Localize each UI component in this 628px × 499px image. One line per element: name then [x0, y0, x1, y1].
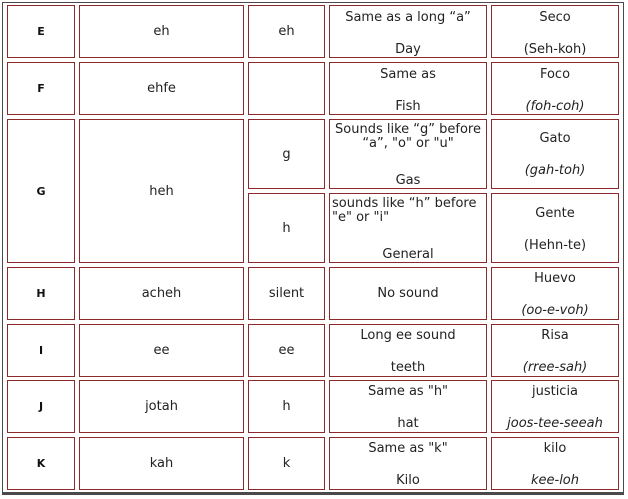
name-cell — [79, 267, 244, 320]
word-cell — [491, 119, 619, 189]
pronunciation: (rree-sah) — [522, 360, 588, 375]
word: Huevo — [534, 271, 576, 286]
letter: G — [36, 184, 46, 198]
sound: h — [282, 220, 291, 236]
desc-example: General — [382, 247, 434, 262]
sound: h — [282, 399, 291, 414]
desc-line: No sound — [377, 286, 439, 301]
desc-example: Gas — [395, 173, 421, 188]
word: Foco — [539, 67, 571, 82]
name-cell — [79, 62, 244, 115]
sound: eh — [278, 24, 295, 39]
sound-cell — [248, 437, 325, 490]
sound-cell — [248, 193, 325, 263]
letter-cell — [7, 324, 75, 377]
desc-example: Fish — [395, 99, 421, 114]
letter: I — [38, 344, 44, 357]
letter-cell — [7, 119, 75, 263]
letter-name: eh — [153, 24, 170, 39]
desc-line: sounds like “h” before "e" or "i" — [332, 196, 477, 225]
desc-cell — [329, 193, 487, 263]
letter-name: kah — [149, 456, 174, 471]
desc-cell — [329, 437, 487, 490]
pronunciation: (foh-coh) — [525, 99, 585, 114]
word: justicia — [531, 384, 579, 399]
pronunciation: (gah-toh) — [524, 163, 586, 178]
word: Seco — [539, 10, 571, 25]
name-cell — [79, 437, 244, 490]
letter-cell — [7, 437, 75, 490]
name-cell — [79, 5, 244, 58]
sound: k — [282, 456, 291, 471]
pronunciation: (Seh-koh) — [523, 42, 587, 57]
desc-example: Day — [395, 42, 421, 57]
letter-cell — [7, 62, 75, 115]
letter-name: heh — [149, 183, 174, 199]
sound-cell — [248, 267, 325, 320]
word-cell — [491, 62, 619, 115]
sound-cell — [248, 119, 325, 189]
sound-cell — [248, 380, 325, 433]
word: Risa — [541, 328, 569, 343]
word-cell — [491, 324, 619, 377]
letter-name: ee — [153, 343, 170, 358]
letter-name: ehfe — [147, 81, 176, 96]
desc-line: Sounds like “g” before “a”, "o" or "u" — [335, 122, 481, 151]
desc-cell — [329, 5, 487, 58]
name-cell — [79, 380, 244, 433]
letter: K — [36, 457, 46, 470]
sound-cell — [248, 5, 325, 58]
desc-line: Same as — [380, 67, 436, 82]
letter-cell — [7, 267, 75, 320]
desc-line: Long ee sound — [360, 328, 456, 343]
letter: J — [38, 400, 44, 413]
letter: E — [37, 25, 45, 38]
letter-cell — [7, 380, 75, 433]
desc-cell — [329, 119, 487, 189]
desc-example: teeth — [390, 360, 426, 375]
pronunciation: joos-tee-seeah — [507, 416, 603, 431]
word-cell — [491, 267, 619, 320]
letter-name: jotah — [145, 399, 178, 414]
word-cell — [491, 193, 619, 263]
sound-cell — [248, 62, 325, 115]
word: kilo — [543, 441, 567, 456]
pronunciation: (Hehn-te) — [523, 238, 587, 253]
letter: H — [36, 287, 46, 300]
pronunciation: (oo-e-voh) — [521, 303, 589, 318]
desc-cell — [329, 324, 487, 377]
letter-cell — [7, 5, 75, 58]
name-cell — [79, 324, 244, 377]
desc-example: hat — [397, 416, 419, 431]
word: Gato — [539, 131, 571, 146]
desc-example: Kilo — [396, 473, 420, 488]
letter: F — [37, 82, 45, 95]
sound: g — [282, 146, 291, 162]
desc-cell — [329, 62, 487, 115]
pronunciation: kee-loh — [530, 473, 580, 488]
name-cell — [79, 119, 244, 263]
desc-line: Same as a long “a” — [345, 10, 471, 25]
word-cell — [491, 437, 619, 490]
word-cell — [491, 5, 619, 58]
desc-cell — [329, 380, 487, 433]
sound: ee — [278, 343, 295, 358]
desc-line: Same as "h" — [367, 384, 449, 399]
letter-name: acheh — [141, 286, 182, 301]
sound: silent — [268, 286, 305, 301]
desc-line: Same as "k" — [368, 441, 448, 456]
desc-cell — [329, 267, 487, 320]
word: Gente — [535, 206, 575, 221]
word-cell — [491, 380, 619, 433]
sound-cell — [248, 324, 325, 377]
